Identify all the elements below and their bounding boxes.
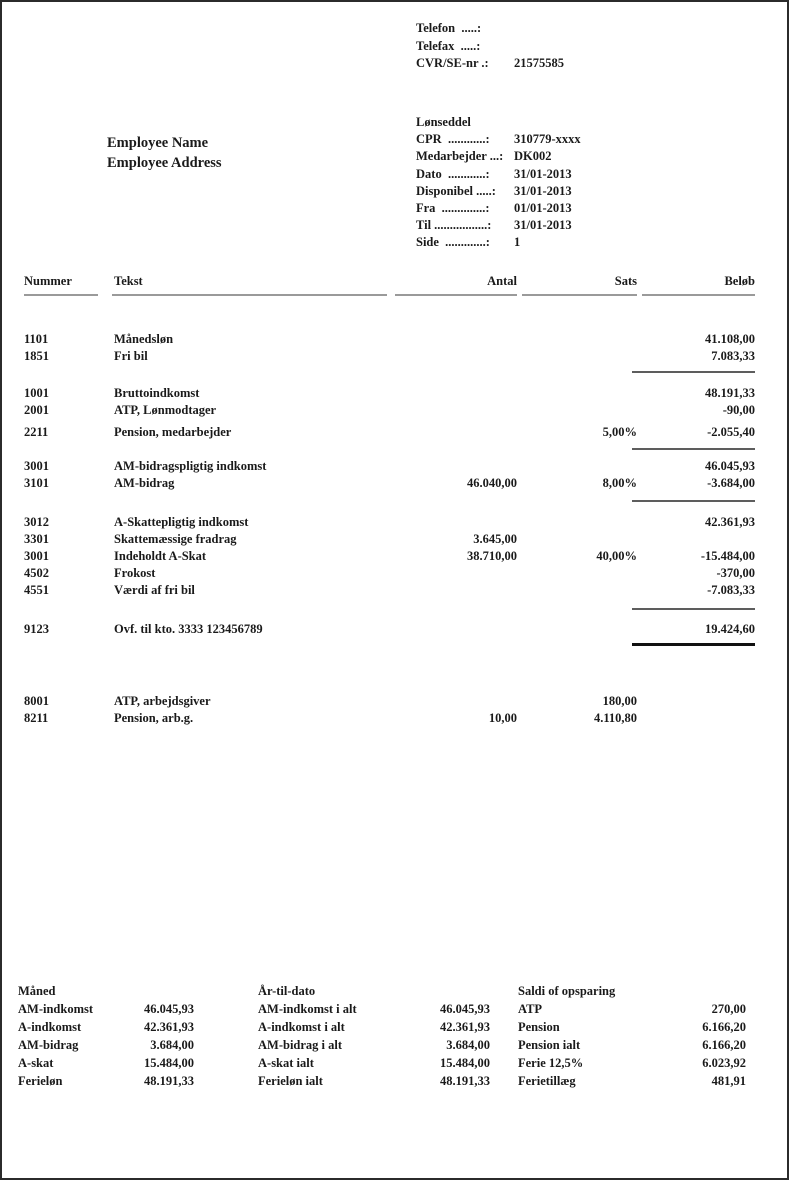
- cell-nummer: 9123: [24, 622, 49, 636]
- company-contact-block: [416, 20, 564, 73]
- meta-value-dato: 31/01-2013: [514, 166, 572, 181]
- summary-value: 42.361,93: [144, 1020, 194, 1034]
- table-row: [2, 330, 787, 348]
- cell-tekst: AM-bidrag: [114, 476, 175, 490]
- cell-tekst: Bruttoindkomst: [114, 386, 200, 400]
- summary-heading-ytd: År-til-dato: [258, 984, 316, 998]
- meta-label-side: Side .............:: [416, 235, 490, 250]
- contact-label-cvr: CVR/SE-nr .:: [416, 56, 489, 70]
- summary-value: 46.045,93: [440, 1002, 490, 1016]
- subtotal-rule-gross: [632, 371, 755, 373]
- header-rule-antal: [395, 294, 517, 296]
- meta-row-fra: [416, 200, 581, 217]
- meta-value-fra: 01/01-2013: [514, 201, 572, 216]
- table-row: [2, 564, 787, 582]
- summary-label: A-skat ialt: [258, 1056, 314, 1070]
- cell-belob: 48.191,33: [705, 386, 755, 400]
- summary-label: Ferieløn: [18, 1074, 63, 1088]
- cell-belob: -90,00: [722, 403, 755, 417]
- summary-value: 42.361,93: [440, 1020, 490, 1034]
- cell-belob: 7.083,33: [711, 349, 755, 363]
- summary-row: [258, 1018, 508, 1036]
- meta-value-disponibel: 31/01-2013: [514, 183, 572, 198]
- summary-label: Ferie 12,5%: [518, 1056, 584, 1070]
- employee-address: Employee Address: [107, 155, 222, 171]
- employee-name: Employee Name: [107, 135, 209, 151]
- table-row: [2, 347, 787, 365]
- cell-nummer: 1001: [24, 386, 49, 400]
- payslip-meta-block: [416, 114, 581, 252]
- table-row: [2, 709, 787, 727]
- meta-row-disponibel: [416, 183, 581, 200]
- summary-label: AM-bidrag i alt: [258, 1038, 343, 1052]
- cell-antal: 38.710,00: [467, 549, 517, 563]
- cell-tekst: A-Skattepligtig indkomst: [114, 515, 249, 529]
- cell-antal: 46.040,00: [467, 476, 517, 490]
- meta-value-cpr: 310779-xxxx: [514, 132, 581, 147]
- summary-label: Pension: [518, 1020, 560, 1034]
- payslip-sheet: [2, 2, 787, 1178]
- cell-belob: 41.108,00: [705, 332, 755, 346]
- cell-nummer: 8001: [24, 694, 49, 708]
- summary-row: [518, 1072, 758, 1090]
- summary-column-ytd: [258, 982, 508, 1090]
- column-header-tekst: Tekst: [114, 274, 143, 288]
- summary-row: [518, 1000, 758, 1018]
- cell-nummer: 2001: [24, 403, 49, 417]
- contact-row-telefax: [416, 38, 564, 56]
- meta-value-medarbejder: DK002: [514, 149, 552, 164]
- meta-row-side: [416, 234, 581, 251]
- summary-row: [518, 1054, 758, 1072]
- header-rule-tekst: [112, 294, 387, 296]
- summary-label: AM-indkomst: [18, 1002, 94, 1016]
- summary-value: 6.023,92: [702, 1056, 746, 1070]
- cell-belob: -15.484,00: [700, 549, 755, 563]
- cell-tekst: ATP, Lønmodtager: [114, 403, 217, 417]
- cell-sats: 5,00%: [602, 425, 637, 439]
- summary-value: 46.045,93: [144, 1002, 194, 1016]
- column-header-nummer: Nummer: [24, 274, 72, 288]
- summary-column-balances: [518, 982, 758, 1090]
- header-rule-sats: [522, 294, 637, 296]
- summary-label: Ferieløn ialt: [258, 1074, 323, 1088]
- cell-belob: -7.083,33: [707, 583, 755, 597]
- meta-value-til: 31/01-2013: [514, 218, 572, 233]
- table-row: [2, 384, 787, 402]
- cell-sats: 4.110,80: [593, 711, 637, 725]
- meta-label-til: Til .................:: [416, 218, 492, 233]
- summary-heading-month: Måned: [18, 984, 56, 998]
- header-rule-nummer: [24, 294, 98, 296]
- summary-value: 6.166,20: [702, 1038, 746, 1052]
- cell-nummer: 3101: [24, 476, 49, 490]
- table-row-payout: [2, 620, 787, 638]
- summary-row: [258, 1054, 508, 1072]
- summary-value: 48.191,33: [440, 1074, 490, 1088]
- summary-label: AM-bidrag: [18, 1038, 79, 1052]
- contact-label-telefax: Telefax .....:: [416, 38, 481, 53]
- cell-belob: 19.424,60: [705, 622, 755, 636]
- column-header-belob: Beløb: [724, 274, 755, 288]
- payslip-type-label: Lønseddel: [416, 115, 471, 129]
- meta-label-fra: Fra ..............:: [416, 201, 490, 216]
- column-header-antal: Antal: [487, 274, 517, 288]
- cell-nummer: 3012: [24, 515, 49, 529]
- cell-sats: 40,00%: [596, 549, 637, 563]
- meta-row-medarbejder: [416, 148, 581, 165]
- table-row: [2, 692, 787, 710]
- table-row: [2, 581, 787, 599]
- meta-row-dato: [416, 166, 581, 183]
- meta-label-medarbejder: Medarbejder ...:: [416, 149, 504, 164]
- meta-row-cpr: [416, 131, 581, 148]
- cell-tekst: Indeholdt A-Skat: [114, 549, 207, 563]
- cell-nummer: 3301: [24, 532, 49, 546]
- table-row: [2, 474, 787, 492]
- summary-value: 3.684,00: [150, 1038, 194, 1052]
- summary-value: 6.166,20: [702, 1020, 746, 1034]
- table-row: [2, 547, 787, 565]
- subtotal-rule-am-base: [632, 448, 755, 450]
- summary-label: A-indkomst i alt: [258, 1020, 345, 1034]
- summary-label: Ferietillæg: [518, 1074, 576, 1088]
- meta-row-til: [416, 217, 581, 234]
- subtotal-rule-net: [632, 608, 755, 610]
- summary-label: AM-indkomst i alt: [258, 1002, 357, 1016]
- total-rule-payout: [632, 643, 755, 646]
- cell-nummer: 2211: [24, 425, 49, 439]
- cell-tekst: Frokost: [114, 566, 156, 580]
- summary-value: 15.484,00: [144, 1056, 194, 1070]
- cell-tekst: AM-bidragspligtig indkomst: [114, 459, 267, 473]
- summary-row: [18, 1072, 248, 1090]
- cell-nummer: 8211: [24, 711, 49, 725]
- table-row: [2, 401, 787, 419]
- cell-belob: 42.361,93: [705, 515, 755, 529]
- subtotal-rule-taxable: [632, 500, 755, 502]
- table-row: [2, 423, 787, 441]
- cell-nummer: 3001: [24, 549, 49, 563]
- summary-label: A-indkomst: [18, 1020, 82, 1034]
- summary-row: [258, 1000, 508, 1018]
- cell-nummer: 4502: [24, 566, 49, 580]
- summary-row: [18, 1018, 248, 1036]
- summary-column-month: [18, 982, 248, 1090]
- cell-tekst: Pension, medarbejder: [114, 425, 232, 439]
- cell-belob: -3.684,00: [707, 476, 755, 490]
- meta-label-dato: Dato ............:: [416, 166, 490, 181]
- summary-row: [18, 1054, 248, 1072]
- table-row: [2, 457, 787, 475]
- summary-label: Pension ialt: [518, 1038, 581, 1052]
- table-row: [2, 530, 787, 548]
- employee-address-block: [107, 133, 222, 173]
- table-row: [2, 513, 787, 531]
- contact-row-telefon: [416, 20, 564, 38]
- summary-value: 270,00: [711, 1002, 746, 1016]
- summary-value: 481,91: [711, 1074, 746, 1088]
- cell-belob: 46.045,93: [705, 459, 755, 473]
- cell-belob: -370,00: [716, 566, 755, 580]
- meta-value-side: 1: [514, 235, 521, 250]
- cell-sats: 180,00: [602, 694, 637, 708]
- meta-label-cpr: CPR ............:: [416, 132, 490, 147]
- cell-tekst: Månedsløn: [114, 332, 174, 346]
- summary-value: 48.191,33: [144, 1074, 194, 1088]
- cell-tekst: Fri bil: [114, 349, 148, 363]
- cell-sats: 8,00%: [602, 476, 637, 490]
- summary-row: [518, 1018, 758, 1036]
- cell-tekst: Værdi af fri bil: [114, 583, 195, 597]
- cell-tekst: ATP, arbejdsgiver: [114, 694, 211, 708]
- summary-value: 3.684,00: [446, 1038, 490, 1052]
- contact-label-telefon: Telefon .....:: [416, 21, 482, 35]
- column-header-sats: Sats: [614, 274, 637, 288]
- summary-label: ATP: [518, 1002, 543, 1016]
- cell-nummer: 4551: [24, 583, 49, 597]
- summary-value: 15.484,00: [440, 1056, 490, 1070]
- contact-row-cvr: [416, 55, 564, 73]
- cell-nummer: 1101: [24, 332, 49, 346]
- cell-tekst: Ovf. til kto. 3333 123456789: [114, 622, 263, 636]
- summary-row: [18, 1036, 248, 1054]
- cell-tekst: Pension, arb.g.: [114, 711, 194, 725]
- cell-nummer: 1851: [24, 349, 49, 363]
- cell-antal: 10,00: [488, 711, 517, 725]
- summary-row: [518, 1036, 758, 1054]
- summary-heading-balances: Saldi of opsparing: [518, 984, 616, 998]
- cell-nummer: 3001: [24, 459, 49, 473]
- summary-label: A-skat: [18, 1056, 54, 1070]
- meta-label-disponibel: Disponibel .....:: [416, 183, 496, 198]
- cell-belob: -2.055,40: [707, 425, 755, 439]
- contact-value-cvr: 21575585: [514, 56, 564, 70]
- header-rule-belob: [642, 294, 755, 296]
- summary-row: [258, 1072, 508, 1090]
- summary-row: [18, 1000, 248, 1018]
- cell-tekst: Skattemæssige fradrag: [114, 532, 237, 546]
- cell-antal: 3.645,00: [473, 532, 517, 546]
- summary-row: [258, 1036, 508, 1054]
